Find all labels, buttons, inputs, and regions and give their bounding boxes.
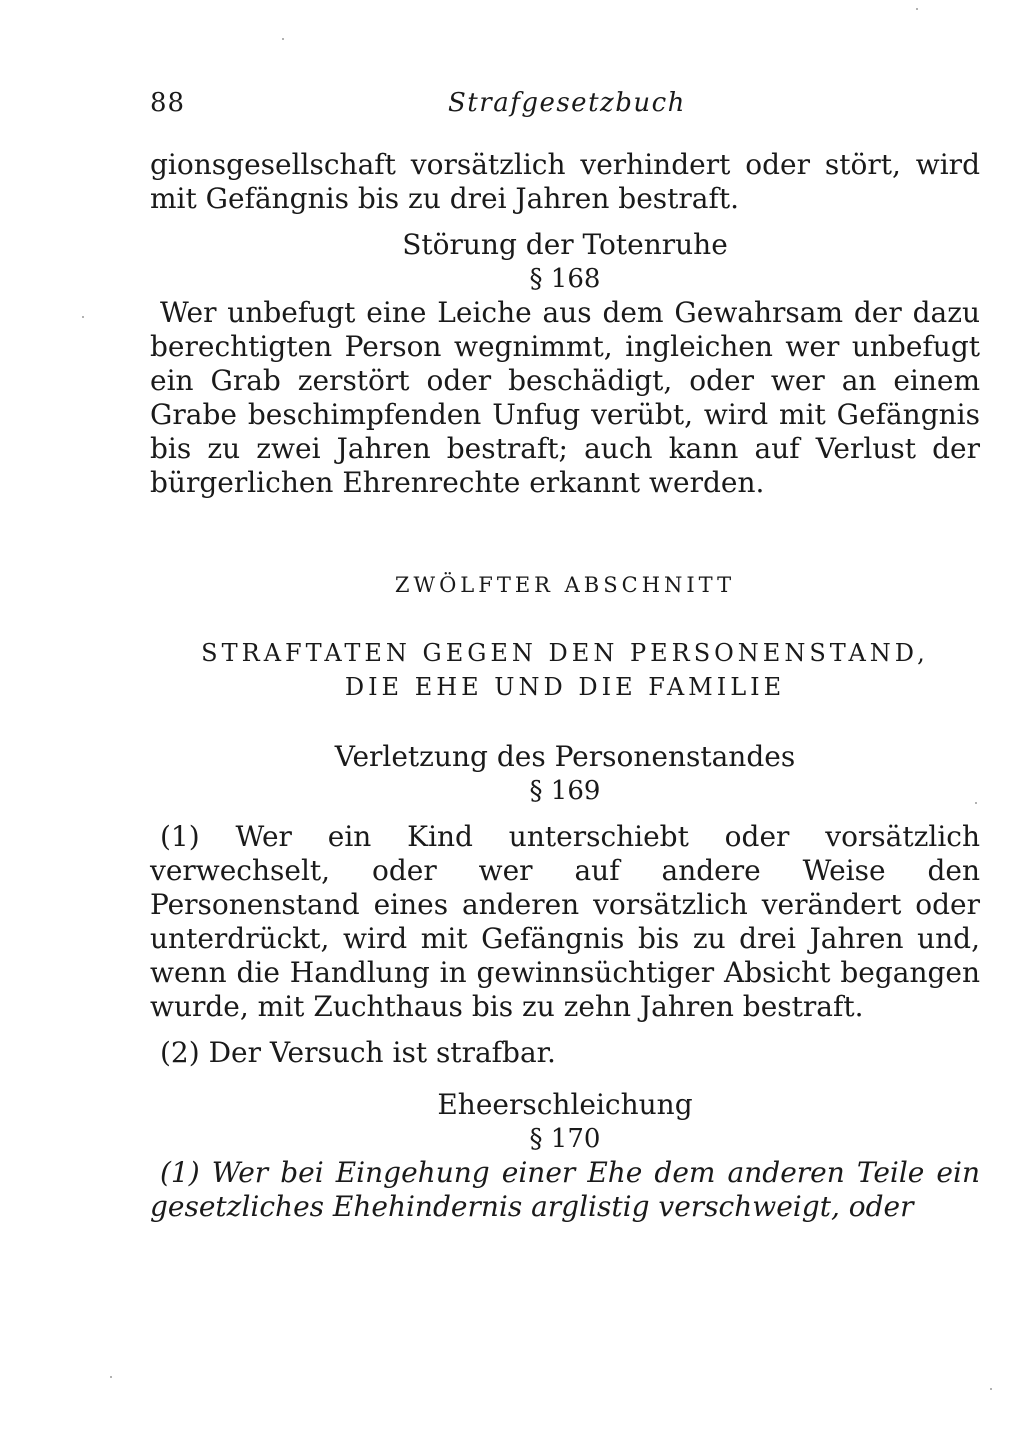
running-title: Strafgesetzbuch <box>448 88 686 118</box>
chapter-title-line-1: STRAFTATEN GEGEN DEN PERSONENSTAND, <box>201 639 929 667</box>
page-header <box>150 88 980 128</box>
page-content <box>150 148 980 1224</box>
section-168-number: § 168 <box>529 264 601 294</box>
paper-speck <box>82 316 84 318</box>
chapter-title-line-2: DIE EHE UND DIE FAMILIE <box>344 673 786 701</box>
chapter-label: ZWÖLFTER ABSCHNITT <box>394 573 736 597</box>
section-169-number: § 169 <box>529 776 601 806</box>
page-number: 88 <box>150 88 186 118</box>
section-169-paragraph-2: (2) Der Versuch ist strafbar. <box>160 1036 556 1069</box>
section-170-paragraph-1: (1) Wer bei Eingehung einer Ehe dem anderen Teile ein gesetzliches Ehehindernis arglistig verschweigt, oder <box>150 1156 980 1223</box>
paper-speck <box>975 802 977 804</box>
section-168-title: Störung der Totenruhe <box>402 228 728 261</box>
section-170-title: Eheerschleichung <box>437 1088 693 1121</box>
paper-speck <box>282 38 284 40</box>
paper-speck <box>916 8 918 10</box>
continuation-paragraph: gionsgesellschaft vorsätzlich verhindert oder stört, wird mit Gefängnis bis zu drei Jahren bestraft. <box>150 148 980 215</box>
paper-speck <box>990 1388 992 1390</box>
section-169-paragraph-1: (1) Wer ein Kind unterschiebt oder vorsätzlich verwechselt, oder wer auf andere Weise den Personenstand eines anderen vorsätzlich verändert oder unterdrückt, wird mit Gefängnis bis zu drei Jahren und, wenn die Handlung in gewinnsüchtiger Absicht begangen wurde, mit Zuchthaus bis zu zehn Jahren bestraft. <box>150 820 980 1023</box>
section-169-title: Verletzung des Personenstandes <box>334 740 796 773</box>
section-168-text: Wer unbefugt eine Leiche aus dem Gewahrsam der dazu berechtigten Person wegnimmt, ingleichen wer unbefugt ein Grab zerstört oder beschädigt, oder wer an einem Grabe beschimpfenden Unfug verübt, wird mit Gefängnis bis zu zwei Jahren bestraft; auch kann auf Verlust der bürgerlichen Ehrenrechte erkannt werden. <box>150 296 980 499</box>
paper-speck <box>110 1376 112 1378</box>
section-170-number: § 170 <box>529 1124 601 1154</box>
